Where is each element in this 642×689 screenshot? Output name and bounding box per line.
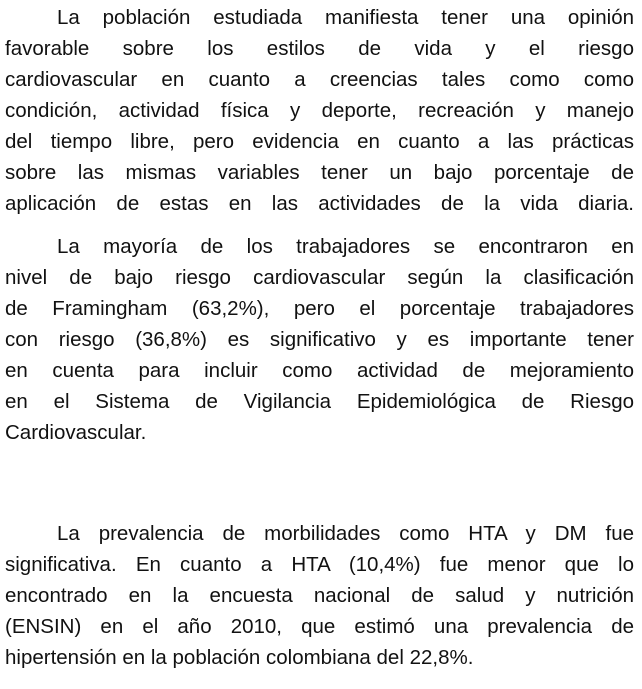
- text-line: significativa. En cuanto a HTA (10,4%) fue menor que lo: [5, 553, 634, 576]
- text-line: nivel de bajo riesgo cardiovascular según la clasificación: [5, 266, 634, 289]
- text-line: sobre las mismas variables tener un bajo porcentaje de: [5, 161, 634, 184]
- text-line: La prevalencia de morbilidades como HTA y DM fue: [57, 522, 634, 545]
- document-page: [5, 0, 634, 689]
- text-line: encontrado en la encuesta nacional de salud y nutrición: [5, 584, 634, 607]
- paragraph-3: [5, 518, 634, 673]
- paragraph-1: [5, 2, 634, 219]
- text-line: (ENSIN) en el año 2010, que estimó una prevalencia de: [5, 615, 634, 638]
- text-line: con riesgo (36,8%) es significativo y es importante tener: [5, 328, 634, 351]
- text-line: en cuenta para incluir como actividad de mejoramiento: [5, 359, 634, 382]
- text-line: favorable sobre los estilos de vida y el riesgo: [5, 37, 634, 60]
- paragraph-2: [5, 231, 634, 448]
- text-line: La mayoría de los trabajadores se encontraron en: [57, 235, 634, 258]
- text-line: condición, actividad física y deporte, recreación y manejo: [5, 99, 634, 122]
- text-line: Cardiovascular.: [5, 421, 147, 444]
- text-line: cardiovascular en cuanto a creencias tales como como: [5, 68, 634, 91]
- text-line: hipertensión en la población colombiana del 22,8%.: [5, 646, 474, 669]
- text-line: en el Sistema de Vigilancia Epidemiológica de Riesgo: [5, 390, 634, 413]
- text-line: de Framingham (63,2%), pero el porcentaje trabajadores: [5, 297, 634, 320]
- text-line: aplicación de estas en las actividades de la vida diaria.: [5, 192, 634, 215]
- text-line: del tiempo libre, pero evidencia en cuanto a las prácticas: [5, 130, 634, 153]
- text-line: La población estudiada manifiesta tener una opinión: [57, 6, 634, 29]
